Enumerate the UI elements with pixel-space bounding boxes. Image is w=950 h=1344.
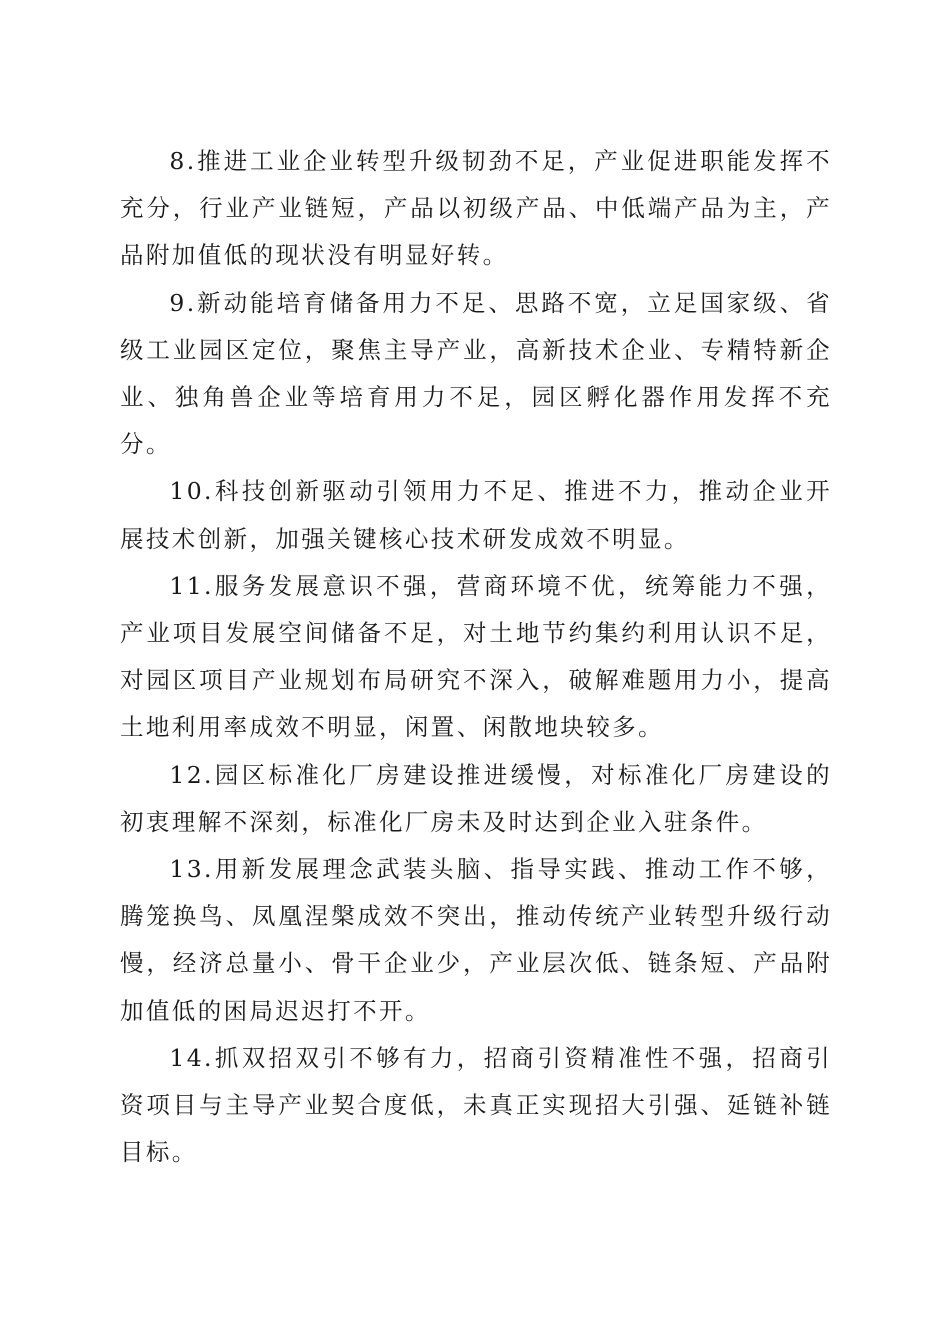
paragraph-item-9: 9.新动能培育储备用力不足、思路不宽，立足国家级、省级工业园区定位，聚焦主导产业，高新技术企业、专精特新企业、独角兽企业等培育用力不足，园区孵化器作用发挥不充分。 xyxy=(120,288,832,459)
paragraph-item-8: 8.推进工业企业转型升级韧劲不足，产业促进职能发挥不充分，行业产业链短，产品以初级产品、中低端产品为主，产品附加值低的现状没有明显好转。 xyxy=(120,147,832,270)
paragraph-item-14: 14.抓双招双引不够有力，招商引资精准性不强，招商引资项目与主导产业契合度低，未真正实现招大引强、延链补链目标。 xyxy=(120,1043,832,1167)
paragraph-item-12: 12.园区标准化厂房建设推进缓慢，对标准化厂房建设的初衷理解不深刻，标准化厂房未及时达到企业入驻条件。 xyxy=(120,760,832,836)
paragraph-item-10: 10.科技创新驱动引领用力不足、推进不力，推动企业开展技术创新，加强关键核心技术研发成效不明显。 xyxy=(120,477,832,553)
paragraph-item-13: 13.用新发展理念武装头脑、指导实践、推动工作不够，腾笼换鸟、凤凰涅槃成效不突出，推动传统产业转型升级行动慢，经济总量小、骨干企业少，产业层次低、链条短、产品附加值低的困局迟迟打不开。 xyxy=(120,855,832,1025)
paragraph-item-11: 11.服务发展意识不强，营商环境不优，统筹能力不强，产业项目发展空间储备不足，对土地节约集约利用认识不足，对园区项目产业规划布局研究不深入，破解难题用力小，提高土地利用率成效不明显，闲置、闲散地块较多。 xyxy=(120,571,832,742)
document-body xyxy=(120,138,832,1176)
